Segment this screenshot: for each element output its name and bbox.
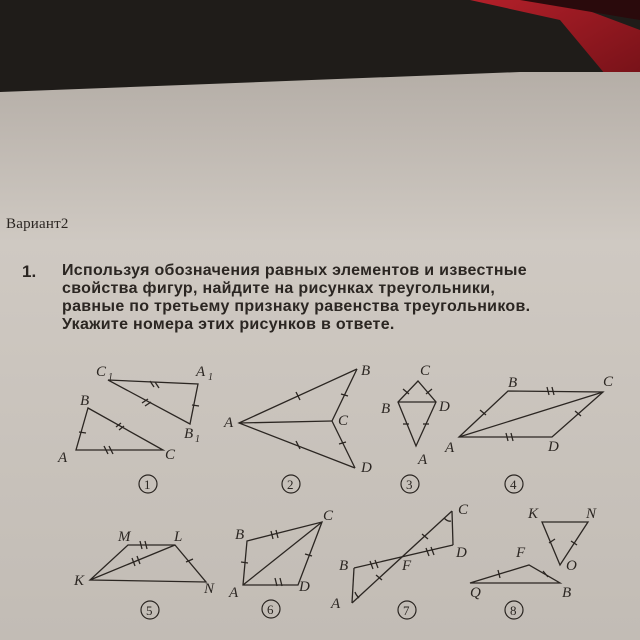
fig5-label-l: L — [174, 529, 183, 545]
fig3-label-b: B — [381, 401, 391, 417]
fig7-number: 7 — [403, 603, 410, 618]
fig2-label-d: D — [361, 460, 372, 476]
fig8-label-n: N — [586, 506, 597, 522]
fig8-label-f: F — [516, 545, 526, 561]
fig4-label-c: C — [603, 374, 614, 390]
fig8-label-k: K — [528, 506, 539, 522]
fig1-label-c1-sub: 1 — [108, 372, 113, 383]
fig1-label-a: A — [58, 450, 68, 466]
problem-text-line-1: Используя обозначения равных элементов и известные — [62, 262, 527, 279]
fig2-label-c: C — [338, 413, 349, 429]
fig6-label-c: C — [323, 508, 334, 524]
fig1-label-c: C — [165, 447, 176, 463]
fig1-number: 1 — [144, 477, 151, 492]
fig1-label-a1-sub: 1 — [208, 372, 213, 383]
fig3-number: 3 — [406, 477, 413, 492]
fig7-label-d: D — [456, 545, 467, 561]
fig7-label-a: A — [331, 596, 341, 612]
fig3-label-a: A — [418, 452, 428, 468]
paper-sheet — [0, 72, 640, 640]
fig8-label-o: O — [566, 558, 577, 574]
fig8-label-q: Q — [470, 585, 481, 601]
fig5-label-m: M — [118, 529, 131, 545]
fig8-label-b: B — [562, 585, 572, 601]
fig2-label-a: A — [224, 415, 234, 431]
fig6-label-a: A — [229, 585, 239, 601]
fig2-label-b: B — [361, 363, 371, 379]
fig1-label-b1-sub: 1 — [195, 434, 200, 445]
fig1-label-b: B — [80, 393, 90, 409]
fig6-label-d: D — [299, 579, 310, 595]
fig5-label-k: K — [74, 573, 85, 589]
fig5-label-n: N — [204, 581, 215, 597]
fig1-label-b1: B — [184, 426, 194, 442]
fig3-label-d: D — [439, 399, 450, 415]
fig1-label-c1: C — [96, 364, 107, 380]
problem-text-line-3: равные по третьему признаку равенства треугольников. — [62, 298, 531, 315]
fig7-label-f: F — [402, 558, 412, 574]
fig4-label-a: A — [445, 440, 455, 456]
problem-text-line-4: Укажите номера этих рисунков в ответе. — [62, 316, 395, 333]
problem-number: 1. — [22, 262, 37, 281]
fig8-number: 8 — [510, 603, 517, 618]
fig4-number: 4 — [510, 477, 517, 492]
fig6-number: 6 — [267, 602, 274, 617]
problem-text-line-2: свойства фигур, найдите на рисунках треугольники, — [62, 280, 496, 297]
fig3-label-c: C — [420, 363, 431, 379]
fig7-label-c: C — [458, 502, 469, 518]
fig7-label-b: B — [339, 558, 349, 574]
fig5-number: 5 — [146, 603, 153, 618]
fig1-label-a1: A — [196, 364, 206, 380]
fig2-number: 2 — [287, 477, 294, 492]
variant-heading: Вариант2 — [6, 216, 69, 232]
fig4-label-d: D — [548, 439, 559, 455]
fig6-label-b: B — [235, 527, 245, 543]
fig4-label-b: B — [508, 375, 518, 391]
